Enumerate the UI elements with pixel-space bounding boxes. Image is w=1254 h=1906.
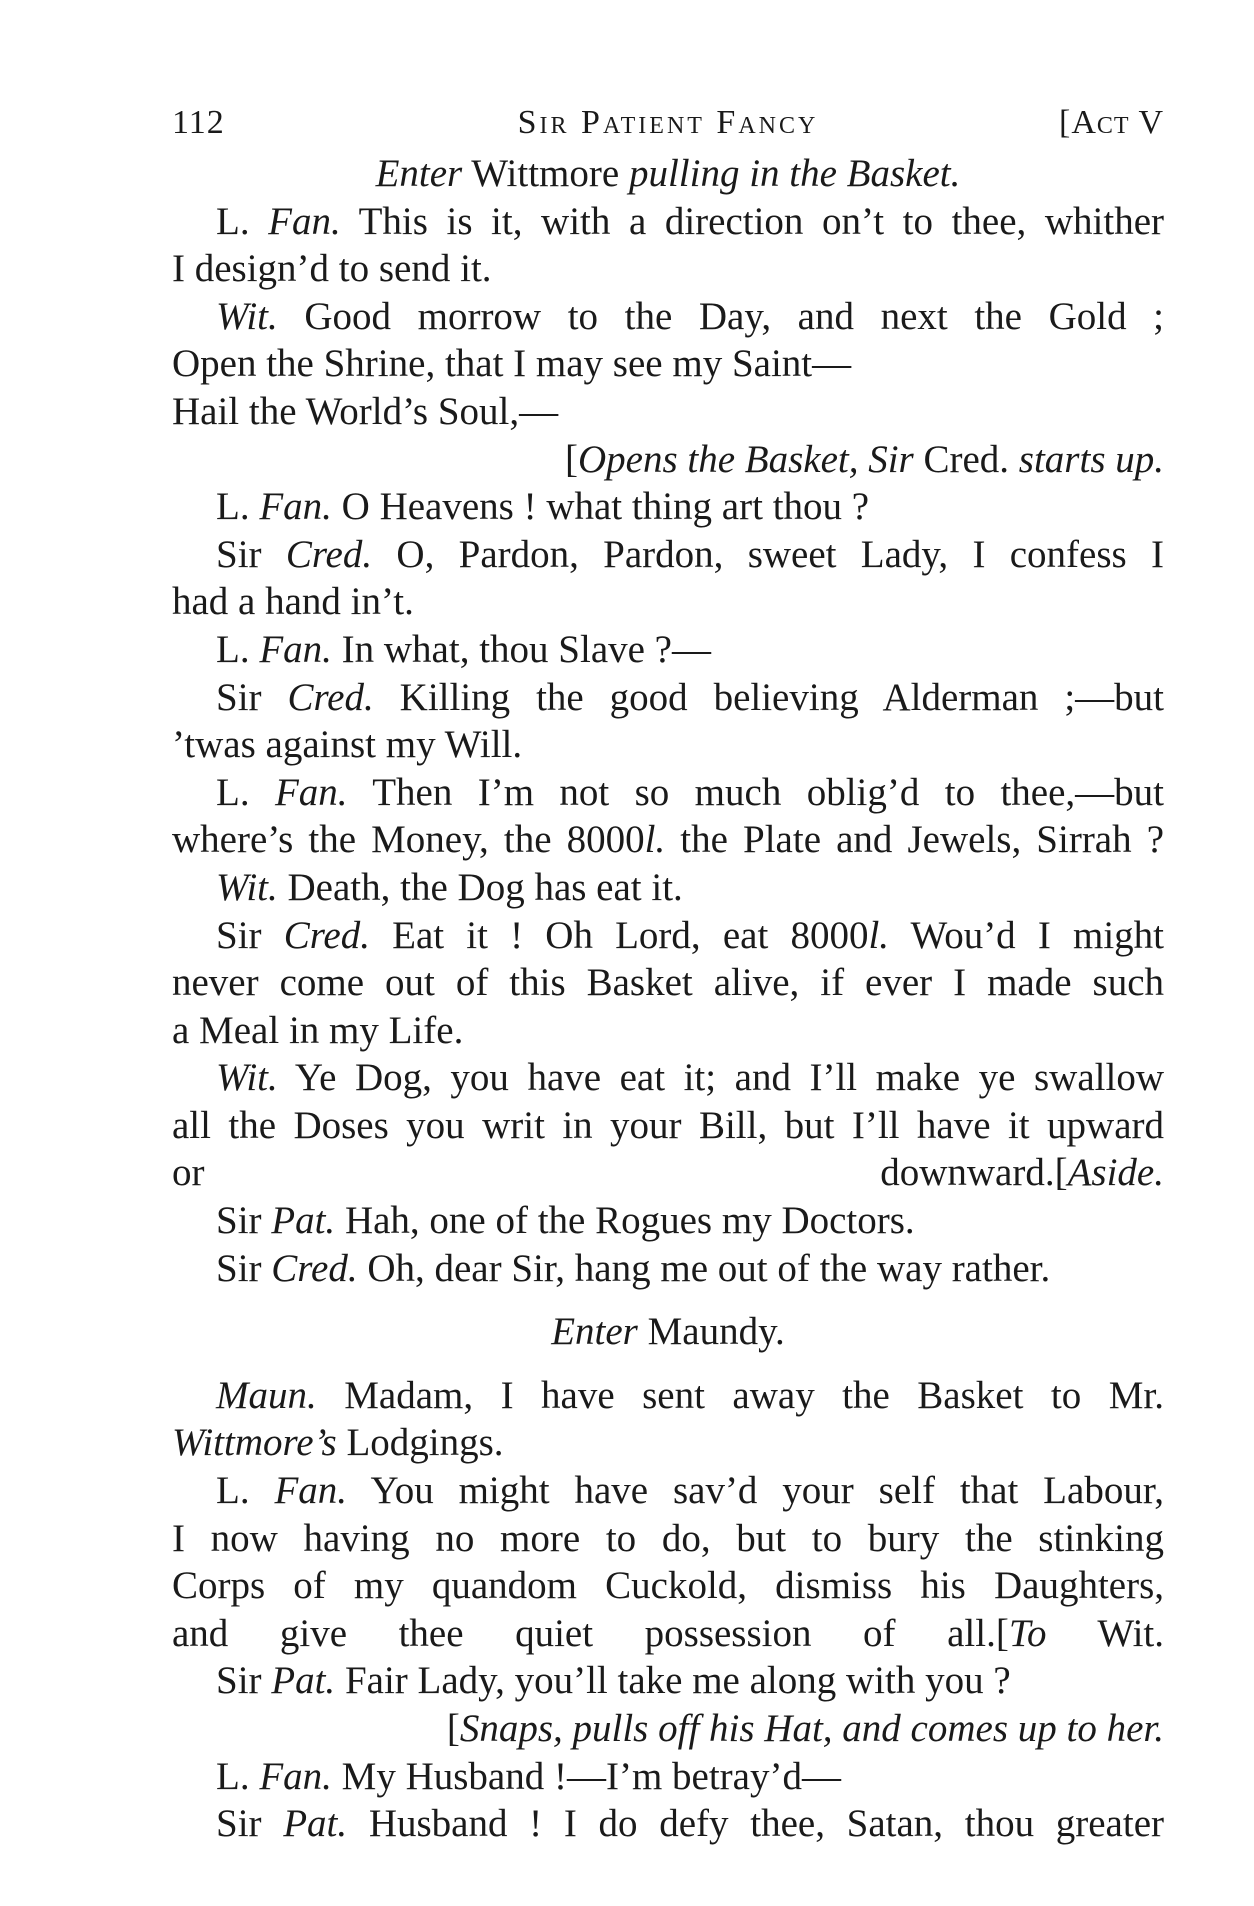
roman-text: and give thee quiet possession of all.	[172, 1611, 996, 1655]
italic-text: Wit.	[216, 865, 278, 909]
text-line	[172, 816, 1164, 864]
italic-text: Fan.	[259, 485, 332, 529]
italic-text: Pat.	[283, 1802, 348, 1846]
text-line	[172, 1562, 1164, 1610]
text-line	[172, 340, 1164, 388]
spacer	[172, 1292, 1164, 1308]
italic-text: l.	[868, 913, 890, 957]
roman-text: [	[995, 1611, 1009, 1655]
text-line	[172, 483, 1164, 531]
roman-text: where’s the Money, the 8000	[172, 818, 645, 862]
roman-text: This is it, with a direction on’t to thee, whither	[340, 199, 1164, 243]
roman-text: Sir	[216, 675, 288, 719]
roman-text: L.	[216, 770, 275, 814]
text-line	[172, 150, 1164, 198]
text-line	[172, 1705, 1164, 1753]
italic-text: Maun.	[216, 1373, 317, 1417]
text-line	[172, 1054, 1164, 1102]
roman-text: Lodgings.	[336, 1421, 504, 1465]
text-line	[172, 1467, 1164, 1515]
italic-text: Enter	[551, 1310, 638, 1354]
italic-text: Fan.	[274, 770, 348, 814]
italic-text: Wit.	[216, 1056, 278, 1100]
roman-text: I design’d to send it.	[172, 247, 492, 291]
italic-text: Fan.	[274, 1469, 348, 1513]
text-line	[172, 1197, 1164, 1245]
roman-text: Eat it ! Oh Lord, eat 8000	[370, 913, 869, 957]
roman-text: Cred.	[913, 437, 1019, 481]
text-line	[172, 436, 1164, 484]
italic-text: Cred.	[283, 913, 370, 957]
italic-text: Wit.	[216, 294, 278, 338]
text-line	[172, 912, 1164, 960]
roman-text: Wou’d I might	[889, 913, 1165, 957]
roman-text: L.	[216, 627, 260, 671]
roman-text: Oh, dear Sir, hang me out of the way rather.	[357, 1246, 1051, 1290]
roman-text: Ye Dog, you have eat it; and I’ll make ye swallow	[277, 1056, 1164, 1100]
roman-text: Then I’m not so much oblig’d to thee,—but	[347, 770, 1164, 814]
roman-text: or downward.	[172, 1151, 1055, 1195]
text-line	[172, 578, 1164, 626]
text-line	[172, 1149, 1164, 1197]
roman-text: Sir	[216, 1802, 284, 1846]
roman-text: the Plate and Jewels, Sirrah ?	[665, 818, 1165, 862]
roman-text: had a hand in’t.	[172, 580, 414, 624]
roman-text: O, Pardon, Pardon, sweet Lady, I confess I	[372, 532, 1164, 576]
roman-text: L.	[216, 199, 269, 243]
italic-text: Pat.	[271, 1659, 336, 1703]
roman-text: You might have sav’d your self that Labour,	[347, 1469, 1164, 1513]
text-line	[172, 1753, 1164, 1801]
roman-text: [	[446, 1707, 460, 1750]
roman-text: all the Doses you writ in your Bill, but I’ll have it upward	[172, 1103, 1164, 1147]
italic-text: Enter	[375, 152, 463, 195]
italic-text: To	[1008, 1611, 1047, 1655]
roman-text: [	[1054, 1151, 1068, 1195]
roman-text: Killing the good believing Alderman ;—but	[373, 675, 1164, 719]
roman-text: Maundy.	[637, 1310, 785, 1354]
roman-text: Sir	[216, 1199, 272, 1243]
italic-text: Cred.	[287, 675, 374, 719]
text-line	[172, 245, 1164, 293]
text-line	[172, 674, 1164, 722]
text-line	[172, 721, 1164, 769]
text-line	[172, 1657, 1164, 1705]
text-line	[172, 959, 1164, 1007]
roman-text: Sir	[216, 532, 286, 576]
roman-text: Corps of my quandom Cuckold, dismiss his Daughters,	[172, 1564, 1164, 1608]
roman-text: Hail the World’s Soul,—	[172, 389, 559, 433]
act-label: [Act V	[1059, 104, 1164, 141]
text-line	[172, 293, 1164, 341]
play-text	[172, 150, 1164, 1848]
text-line	[172, 864, 1164, 912]
roman-text: Death, the Dog has eat it.	[277, 865, 683, 909]
italic-text: starts up.	[1018, 437, 1164, 481]
roman-text: [	[564, 437, 578, 481]
roman-text: L.	[216, 1469, 275, 1513]
italic-text: pulling in the Basket.	[628, 152, 961, 195]
text-line	[172, 1419, 1164, 1467]
text-line	[172, 1245, 1164, 1293]
roman-text: My Husband !—I’m betray’d—	[331, 1754, 841, 1798]
roman-text: Good morrow to the Day, and next the Gold ;	[277, 294, 1164, 338]
roman-text: Hah, one of the Rogues my Doctors.	[335, 1199, 915, 1243]
text-line	[172, 1515, 1164, 1563]
italic-text: Wittmore’s	[172, 1421, 337, 1465]
roman-text: Husband ! I do defy thee, Satan, thou greater	[347, 1802, 1164, 1846]
roman-text: Fair Lady, you’ll take me along with you ?	[335, 1659, 1011, 1703]
text-line	[172, 388, 1164, 436]
roman-text: ’twas against my Will.	[172, 723, 523, 767]
text-line	[172, 198, 1164, 246]
roman-text: Wittmore	[462, 152, 629, 195]
roman-text: a Meal in my Life.	[172, 1008, 464, 1052]
italic-text: Pat.	[271, 1199, 336, 1243]
roman-text: Sir	[216, 1659, 272, 1703]
text-line	[172, 1372, 1164, 1420]
italic-text: Fan.	[268, 199, 341, 243]
italic-text: Cred.	[285, 532, 373, 576]
text-line	[172, 1007, 1164, 1055]
italic-text: Snaps, pulls off his Hat, and comes up to her.	[459, 1707, 1164, 1750]
roman-text: never come out of this Basket alive, if ever I made such	[172, 961, 1164, 1005]
italic-text: Cred.	[271, 1246, 358, 1290]
roman-text: Sir	[216, 1246, 272, 1290]
text-line	[172, 1102, 1164, 1150]
roman-text: I now having no more to do, but to bury the stinking	[172, 1516, 1164, 1560]
roman-text: L.	[216, 1754, 260, 1798]
italic-text: Opens the Basket, Sir	[577, 437, 914, 481]
text-line	[172, 1308, 1164, 1356]
running-title: Sir Patient Fancy	[517, 104, 819, 141]
text-line	[172, 769, 1164, 817]
italic-text: Aside.	[1067, 1151, 1164, 1195]
text-line	[172, 531, 1164, 579]
italic-text: Fan.	[259, 627, 332, 671]
text-line	[172, 1610, 1164, 1658]
text-line	[172, 626, 1164, 674]
roman-text: Madam, I have sent away the Basket to Mr.	[316, 1373, 1164, 1417]
roman-text: Wit.	[1046, 1611, 1164, 1655]
roman-text: O Heavens ! what thing art thou ?	[331, 485, 870, 529]
text-line	[172, 1800, 1164, 1848]
roman-text: In what, thou Slave ?—	[331, 627, 711, 671]
roman-text: L.	[216, 485, 260, 529]
running-header	[172, 98, 1164, 158]
roman-text: Open the Shrine, that I may see my Saint—	[172, 342, 852, 386]
spacer	[172, 1356, 1164, 1372]
italic-text: Fan.	[259, 1754, 332, 1798]
page-number: 112	[172, 104, 225, 141]
roman-text: Sir	[216, 913, 284, 957]
italic-text: l.	[644, 818, 666, 862]
